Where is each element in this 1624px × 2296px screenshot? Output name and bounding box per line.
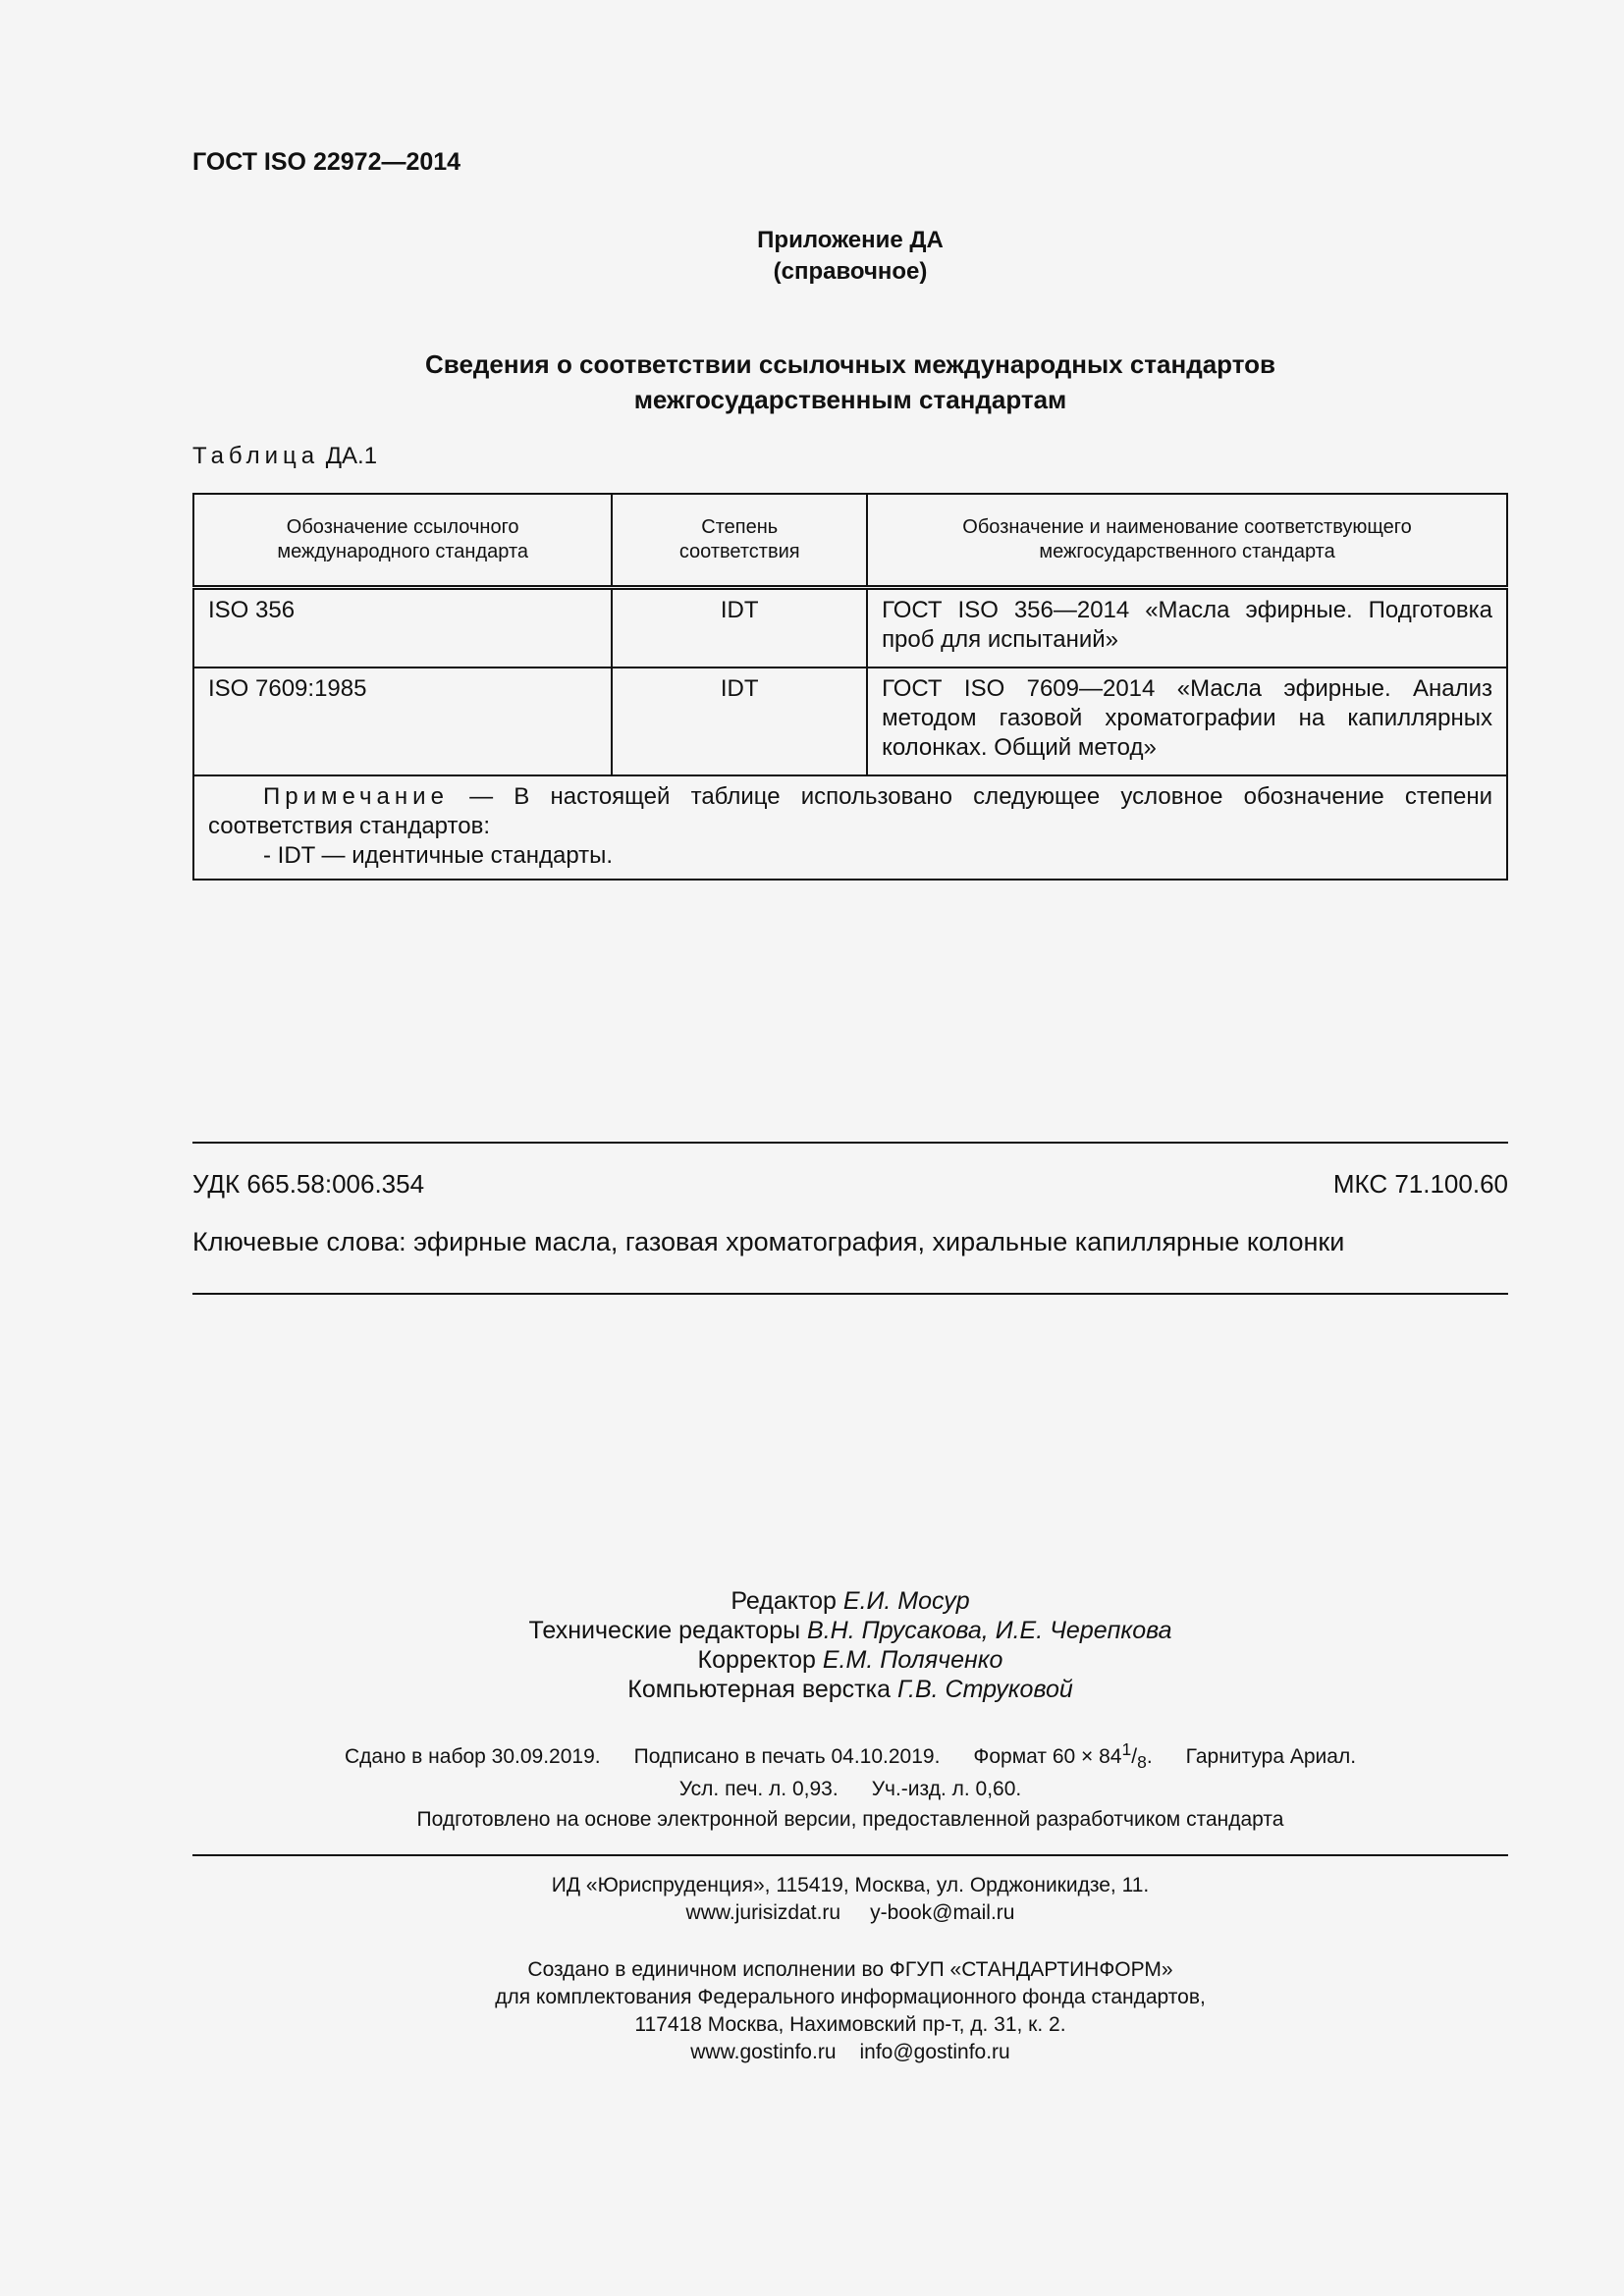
table-label-word: Таблица [192,443,320,469]
format-numerator: 1 [1121,1739,1132,1759]
credit-name: Е.И. Мосур [842,1587,970,1615]
format-prefix: Формат 60 × 84 [973,1745,1122,1768]
creation-line-1: Создано в единичном исполнении во ФГУП «СТАНДАРТИНФОРМ» [527,1958,1173,1981]
column-header-line: Обозначение ссылочного [286,516,519,538]
note-text: — В настоящей таблице использовано следующее условное обозначение степени соответствия стандартов: [208,783,1492,839]
cell-degree: IDT [612,667,867,775]
table-note [193,775,1507,880]
table-label [192,443,377,470]
publisher-contacts [192,1899,1508,1927]
credit-label: Компьютерная верстка [627,1676,891,1703]
publisher-sheets: Уч.-изд. л. 0,60. [871,1778,1022,1801]
print-sheets: Усл. печ. л. 0,93. [678,1778,839,1801]
gostinfo-site-link[interactable]: www.gostinfo.ru [690,2041,837,2063]
publication-line-2 [192,1776,1508,1803]
credit-editor [192,1586,1508,1616]
udk-code: УДК 665.58:006.354 [192,1169,425,1199]
creation-line-3: 117418 Москва, Нахимовский пр-т, д. 31, к. 2. [634,2013,1066,2036]
format-suffix: . [1146,1745,1153,1768]
publication-line-1 [192,1735,1508,1776]
column-header-line: соответствия [678,541,800,562]
table-row [193,667,1507,775]
publisher-site-link[interactable]: www.jurisizdat.ru [685,1901,841,1924]
column-header-interstate [867,494,1507,588]
credit-tech-editors [192,1616,1508,1645]
column-header-reference [193,494,612,588]
document-code: ГОСТ ISO 22972—2014 [192,148,461,176]
column-header-line: международного стандарта [277,541,529,562]
table-row [193,588,1507,668]
credits [192,1586,1508,1704]
typeface: Гарнитура Ариал. [1185,1745,1357,1768]
table-note-row [193,775,1507,880]
credit-label: Технические редакторы [528,1617,801,1644]
column-header-degree [612,494,867,588]
cell-reference: ISO 7609:1985 [193,667,612,775]
cell-degree: IDT [612,588,867,668]
format: Формат $60 \times 84^1/_8$. [973,1739,1153,1773]
mks-code: МКС 71.100.60 [1332,1169,1508,1199]
column-header-line: межгосударственного стандарта [1039,541,1335,562]
publisher-info [192,1872,1508,1927]
page-title [192,347,1508,417]
appendix-heading [192,225,1508,288]
credit-name: Г.В. Струковой [896,1676,1073,1703]
prepared-note: Подготовлено на основе электронной версии, предоставленной разработчиком стандарта [416,1808,1284,1831]
credit-corrector [192,1645,1508,1675]
table-label-number: ДА.1 [325,443,378,469]
submitted-date: Сдано в набор 30.09.2019. [344,1745,601,1768]
creation-info [192,1956,1508,2066]
page-title-line-1: Сведения о соответствии ссылочных международных стандартов [425,349,1275,379]
divider-keywords [192,1293,1508,1295]
appendix-title: Приложение ДА [757,227,944,253]
divider-top [192,1142,1508,1144]
credit-name: Е.М. Поляченко [822,1646,1003,1674]
publication-info [192,1735,1508,1803]
creation-contacts [192,2039,1508,2066]
credit-label: Редактор [731,1587,837,1615]
credit-name: В.Н. Прусакова, И.Е. Черепкова [807,1617,1172,1644]
column-header-line: Обозначение и наименование соответствующего [962,516,1412,538]
publisher-address: ИД «Юриспруденция», 115419, Москва, ул. Орджоникидзе, 11. [551,1874,1150,1896]
note-item: - IDT — идентичные стандарты. [263,842,614,869]
gostinfo-email-link[interactable]: info@gostinfo.ru [859,2041,1010,2063]
cell-interstate: ГОСТ ISO 7609—2014 «Масла эфирные. Анализ методом газовой хроматографии на капиллярных колонках. Общий метод» [867,667,1507,775]
keywords: Ключевые слова: эфирные масла, газовая хроматография, хиральные капиллярные колонки [192,1227,1345,1256]
signed-date: Подписано в печать 04.10.2019. [633,1745,941,1768]
page-title-line-2: межгосударственным стандартам [633,385,1067,414]
publisher-email-link[interactable]: y-book@mail.ru [870,1901,1015,1924]
format-denominator: 8 [1137,1752,1147,1773]
divider-bottom [192,1854,1508,1856]
creation-line-2: для комплектования Федерального информационного фонда стандартов, [495,1986,1206,2008]
table-header-row [193,494,1507,588]
column-header-line: Степень [701,516,779,538]
cell-reference: ISO 356 [193,588,612,668]
credit-label: Корректор [697,1646,816,1674]
cell-interstate: ГОСТ ISO 356—2014 «Масла эфирные. Подготовка проб для испытаний» [867,588,1507,668]
credit-layout [192,1675,1508,1704]
appendix-subtitle: (справочное) [773,258,928,285]
correspondence-table [192,493,1508,881]
note-label: Примечание [263,783,449,810]
